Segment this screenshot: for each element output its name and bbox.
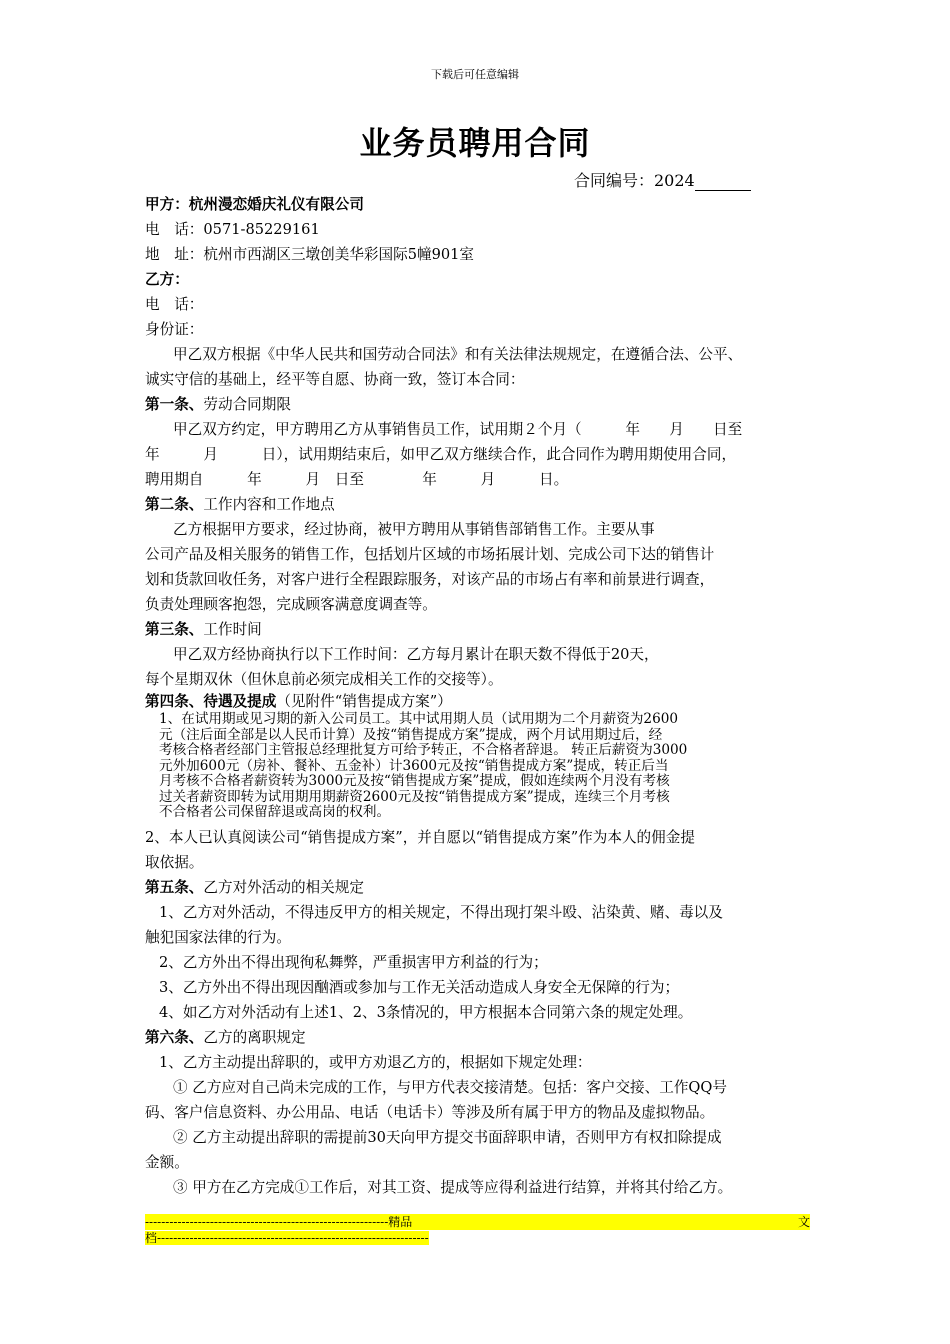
article-2-title: 工作内容和工作地点 <box>203 496 335 513</box>
article-1-line: 聘用期自 年 月 日至 年 月 日。 <box>145 471 569 488</box>
article-4-item-1-line: 元（注后面全部是以人民币计算）及按“销售提成方案”提成，两个月试用期过后，经 <box>159 726 663 743</box>
article-1-title: 劳动合同期限 <box>203 396 291 413</box>
article-4-heading <box>145 692 810 712</box>
article-4-item-1-line: 过关者薪资即转为试用期用期薪资2600元及按“销售提成方案”提成，连续三个月考核 <box>159 788 670 805</box>
article-3-heading <box>145 617 810 642</box>
party-b-phone: 电 话： <box>145 296 204 313</box>
article-6-title: 乙方的离职规定 <box>203 1028 306 1046</box>
footer-dashes-left: ------------------------------------------------------------ <box>145 1215 389 1229</box>
article-1-line: 年 月 日），试用期结束后，如甲乙双方继续合作，此合同作为聘用期使用合同， <box>145 446 737 463</box>
article-6-line: ③ 甲方在乙方完成①工作后，对其工资、提成等应得利益进行结算，并将其付给乙方。 <box>173 1178 733 1196</box>
preamble-line: 诚实守信的基础上，经平等自愿、协商一致，签订本合同： <box>145 371 525 388</box>
article-3-line: 甲乙双方经协商执行以下工作时间：乙方每月累计在职天数不得低于20天， <box>173 646 659 663</box>
article-5-line: 4、如乙方对外活动有上述1、2、3条情况的，甲方根据本合同第六条的规定处理。 <box>159 1003 693 1021</box>
article-6-number: 第六条、 <box>145 1028 204 1046</box>
preamble-line: 甲乙双方根据《中华人民共和国劳动合同法》和有关法律法规规定，在遵循合法、公平、 <box>173 346 743 363</box>
footer-spacer <box>412 1214 798 1230</box>
article-6-line: 码、客户信息资料、办公用品、电话（电话卡）等涉及所有属于甲方的物品及虚拟物品。 <box>145 1103 715 1121</box>
article-5-line: 触犯国家法律的行为。 <box>145 928 291 946</box>
article-4-item-2-line: 取依据。 <box>145 853 204 871</box>
article-2-line: 乙方根据甲方要求，经过协商，被甲方聘用从事销售部销售工作。主要从事 <box>173 521 655 538</box>
article-3-line: 每个星期双休（但休息前必须完成相关工作的交接等）。 <box>145 671 503 688</box>
article-4-item-2-line: 2、本人已认真阅读公司“销售提成方案”，并自愿以“销售提成方案”作为本人的佣金提 <box>145 828 695 846</box>
article-2-line: 划和货款回收任务，对客户进行全程跟踪服务，对该产品的市场占有率和前景进行调查， <box>145 571 715 588</box>
article-5-heading <box>145 875 810 900</box>
party-b-id: 身份证： <box>145 321 204 338</box>
party-a-name: 甲方：杭州漫恋婚庆礼仪有限公司 <box>145 196 364 213</box>
footer-watermark <box>145 1214 810 1246</box>
article-5-title: 乙方对外活动的相关规定 <box>203 878 364 896</box>
article-2-line: 负责处理顾客抱怨，完成顾客满意度调查等。 <box>145 596 437 613</box>
contract-number-blank <box>695 174 751 191</box>
article-5-line: 2、乙方外出不得出现徇私舞弊，严重损害甲方利益的行为； <box>159 953 548 971</box>
article-4-item-1-line: 考核合格者经部门主管报总经理批复方可给予转正，不合格者辞退。 转正后薪资为3000 <box>159 742 688 758</box>
article-1-line: 甲乙双方约定，甲方聘用乙方从事销售员工作，试用期２个月（ 年 月 日至 <box>173 421 743 438</box>
article-3-title: 工作时间 <box>203 621 262 638</box>
article-5-number: 第五条、 <box>145 878 204 896</box>
article-4-item-1-line: 不合格者公司保留辞退或高岗的权利。 <box>159 804 391 820</box>
party-b-name: 乙方： <box>145 271 189 288</box>
footer-line-2: 档------------------------------------------------------------------- <box>145 1231 429 1245</box>
article-6-line: ② 乙方主动提出辞职的需提前30天向甲方提交书面辞职申请，否则甲方有权扣除提成 <box>173 1128 722 1146</box>
footer-char-1: 精 <box>388 1215 401 1229</box>
article-3-number: 第三条、 <box>145 621 204 638</box>
article-2-number: 第二条、 <box>145 496 204 513</box>
party-a-phone: 电 话：0571-85229161 <box>145 221 320 238</box>
article-2-line: 公司产品及相关服务的销售工作，包括划片区域的市场拓展计划、完成公司下达的销售计 <box>145 546 715 563</box>
article-6-line: ① 乙方应对自己尚未完成的工作，与甲方代表交接清楚。包括：客户交接、工作QQ号 <box>173 1078 727 1096</box>
article-6-line: 1、乙方主动提出辞职的，或甲方劝退乙方的，根据如下规定处理： <box>159 1053 592 1071</box>
article-4-item-1 <box>145 712 810 821</box>
contract-number-label: 合同编号：2024 <box>574 171 695 190</box>
contract-number <box>574 168 751 191</box>
article-4-number: 第四条、待遇及提成 <box>145 693 277 710</box>
footer-char-2: 品 <box>400 1215 413 1229</box>
article-6-line: 金额。 <box>145 1153 189 1171</box>
article-1-heading <box>145 392 810 417</box>
article-4-item-1-line: 元外加600元（房补、餐补、五金补）计3600元及按“销售提成方案”提成，转正后当 <box>159 757 669 774</box>
article-6-heading <box>145 1025 810 1050</box>
article-2-heading <box>145 492 810 517</box>
article-4-item-1-line: 月考核不合格者薪资转为3000元及按“销售提成方案”提成，假如连续两个月没有考核 <box>159 773 670 789</box>
article-5-line: 3、乙方外出不得出现因酗酒或参加与工作无关活动造成人身安全无保障的行为； <box>159 978 680 996</box>
party-a-address: 地 址：杭州市西湖区三墩创美华彩国际5幢901室 <box>145 246 475 263</box>
contract-body <box>145 192 810 1200</box>
document-title: 业务员聘用合同 <box>359 124 591 162</box>
footer-char-3: 文 <box>797 1215 810 1229</box>
footer-row-2 <box>145 1230 810 1246</box>
article-4-title: （见附件“销售提成方案”） <box>276 693 452 710</box>
header-note: 下载后可任意编辑 <box>431 68 519 81</box>
article-5-line: 1、乙方对外活动，不得违反甲方的相关规定，不得出现打架斗殴、沾染黄、赌、毒以及 <box>159 903 723 921</box>
footer-row-1 <box>145 1214 810 1230</box>
article-4-item-1-line: 1、在试用期或见习期的新入公司员工。其中试用期人员（试用期为二个月薪资为2600 <box>159 711 679 727</box>
article-1-number: 第一条、 <box>145 396 204 413</box>
